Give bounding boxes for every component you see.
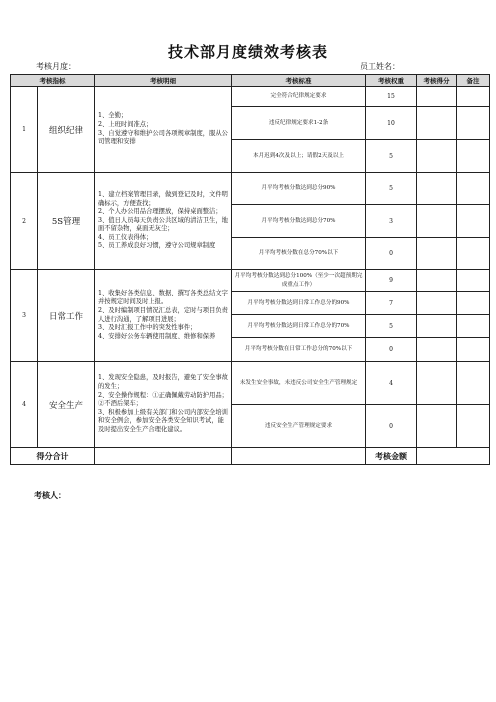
score-cell[interactable]	[417, 140, 457, 173]
weight-value: 0	[366, 405, 417, 448]
score-cell[interactable]	[417, 238, 457, 270]
total-row	[11, 448, 490, 465]
standard-text: 月平均考核分数达到日常工作总分的70%	[232, 315, 366, 338]
remark-cell[interactable]	[457, 87, 490, 107]
section-details: 1、收集好各类信息、数据、撰写各类总结文字并按规定时间及时上报。 2、及时编制项目情况汇总表，定时与项目负责人进行沟通，了解项目进展； 3、及时汇报工作中的突发性事件； 4、安排好公务车辆使用制度、维修和保养	[95, 270, 232, 362]
section-details: 1、建立档案管理目录，做到登记及时，文件明确标示，方便查找； 2、个人办公用品合理摆放，保持桌面整洁； 3、值日人员每天负责公共区域的清洁卫生，地面不留杂物，桌面无灰尘； 4、员工仪表得体； 5、员工养成良好习惯，遵守公司规章制度	[95, 173, 232, 270]
header-remark: 备注	[457, 75, 490, 87]
standard-text: 月平均考核分数达到总分100%（至少一次超预期完成重点工作）	[232, 270, 366, 292]
amount-label: 考核金额	[366, 448, 417, 465]
header-weight: 考核权重	[366, 75, 417, 87]
weight-value: 0	[366, 338, 417, 362]
weight-value: 3	[366, 205, 417, 238]
assessment-month-label: 考核月度：	[36, 62, 76, 71]
standard-text: 月平均考核分数在日常工作总分的70%以下	[232, 338, 366, 362]
section-details: 1、全勤； 2、上班时间准点； 3、自觉遵守和维护公司各项规章制度，服从公司管理和安排	[95, 87, 232, 173]
weight-value: 15	[366, 87, 417, 107]
standard-text: 月平均考核分数达到日常工作总分的90%	[232, 292, 366, 315]
score-cell[interactable]	[417, 205, 457, 238]
remark-cell[interactable]	[457, 140, 490, 173]
weight-value: 0	[366, 238, 417, 270]
section-name: 日常工作	[38, 270, 95, 362]
assessor-label: 考核人：	[34, 490, 66, 500]
section-index: 1	[11, 87, 38, 173]
employee-name-label: 员工姓名：	[360, 62, 400, 71]
section-name: 安全生产	[38, 362, 95, 448]
section-index: 2	[11, 173, 38, 270]
standard-text: 违反纪律规定要求1-2条	[232, 107, 366, 140]
score-cell[interactable]	[417, 173, 457, 205]
section-name: 5S管理	[38, 173, 95, 270]
remark-cell[interactable]	[457, 238, 490, 270]
remark-cell[interactable]	[457, 292, 490, 315]
table-row	[11, 87, 490, 107]
header-detail: 考核明细	[95, 75, 232, 87]
table-row	[11, 173, 490, 205]
weight-value: 10	[366, 107, 417, 140]
score-cell[interactable]	[417, 292, 457, 315]
table-row	[11, 270, 490, 292]
header-standard: 考核标准	[232, 75, 366, 87]
kpi-table	[10, 74, 490, 465]
score-total-value[interactable]	[95, 448, 232, 465]
remark-cell[interactable]	[457, 270, 490, 292]
score-cell[interactable]	[417, 405, 457, 448]
page-title: 技术部月度绩效考核表	[167, 43, 328, 61]
amount-value[interactable]	[417, 448, 490, 465]
section-details: 1、发现安全隐患，及时报告，避免了安全事故的发生； 2、安全操作规程：①正确佩戴劳动防护用品；②不酒后架车； 3、积极参加上级有关部门和公司内部安全培训和安全例会，参加安全各类安全知识考试，能及时提出安全生产合理化建议。	[95, 362, 232, 448]
score-cell[interactable]	[417, 362, 457, 405]
standard-text: 月平均考核分数达到总分90%	[232, 173, 366, 205]
remark-cell[interactable]	[457, 173, 490, 205]
score-cell[interactable]	[417, 87, 457, 107]
header-indicator: 考核指标	[11, 75, 95, 87]
weight-value: 7	[366, 292, 417, 315]
standard-text: 违反安全生产管理规定要求	[232, 405, 366, 448]
remark-cell[interactable]	[457, 107, 490, 140]
standard-text: 月平均考核分数达到总分70%	[232, 205, 366, 238]
header-score: 考核得分	[417, 75, 457, 87]
remark-cell[interactable]	[457, 205, 490, 238]
score-total-label: 得分合计	[11, 448, 95, 465]
section-index: 4	[11, 362, 38, 448]
weight-value: 9	[366, 270, 417, 292]
weight-value: 5	[366, 315, 417, 338]
score-cell[interactable]	[417, 270, 457, 292]
score-cell[interactable]	[417, 315, 457, 338]
table-header-row	[11, 75, 490, 87]
weight-value: 5	[366, 140, 417, 173]
score-cell[interactable]	[417, 107, 457, 140]
standard-text: 本月迟到4次及以上；请假2天及以上	[232, 140, 366, 173]
standard-text: 月平均考核分数在总分70%以下	[232, 238, 366, 270]
remark-cell[interactable]	[457, 405, 490, 448]
section-name: 组织纪律	[38, 87, 95, 173]
score-cell[interactable]	[417, 338, 457, 362]
blank-cell	[232, 448, 366, 465]
standard-text: 完全符合纪律规定要求	[232, 87, 366, 107]
remark-cell[interactable]	[457, 315, 490, 338]
weight-value: 4	[366, 362, 417, 405]
section-index: 3	[11, 270, 38, 362]
remark-cell[interactable]	[457, 362, 490, 405]
standard-text: 未发生安全事故，未违反公司安全生产管理规定	[232, 362, 366, 405]
remark-cell[interactable]	[457, 338, 490, 362]
table-row	[11, 362, 490, 405]
weight-value: 5	[366, 173, 417, 205]
